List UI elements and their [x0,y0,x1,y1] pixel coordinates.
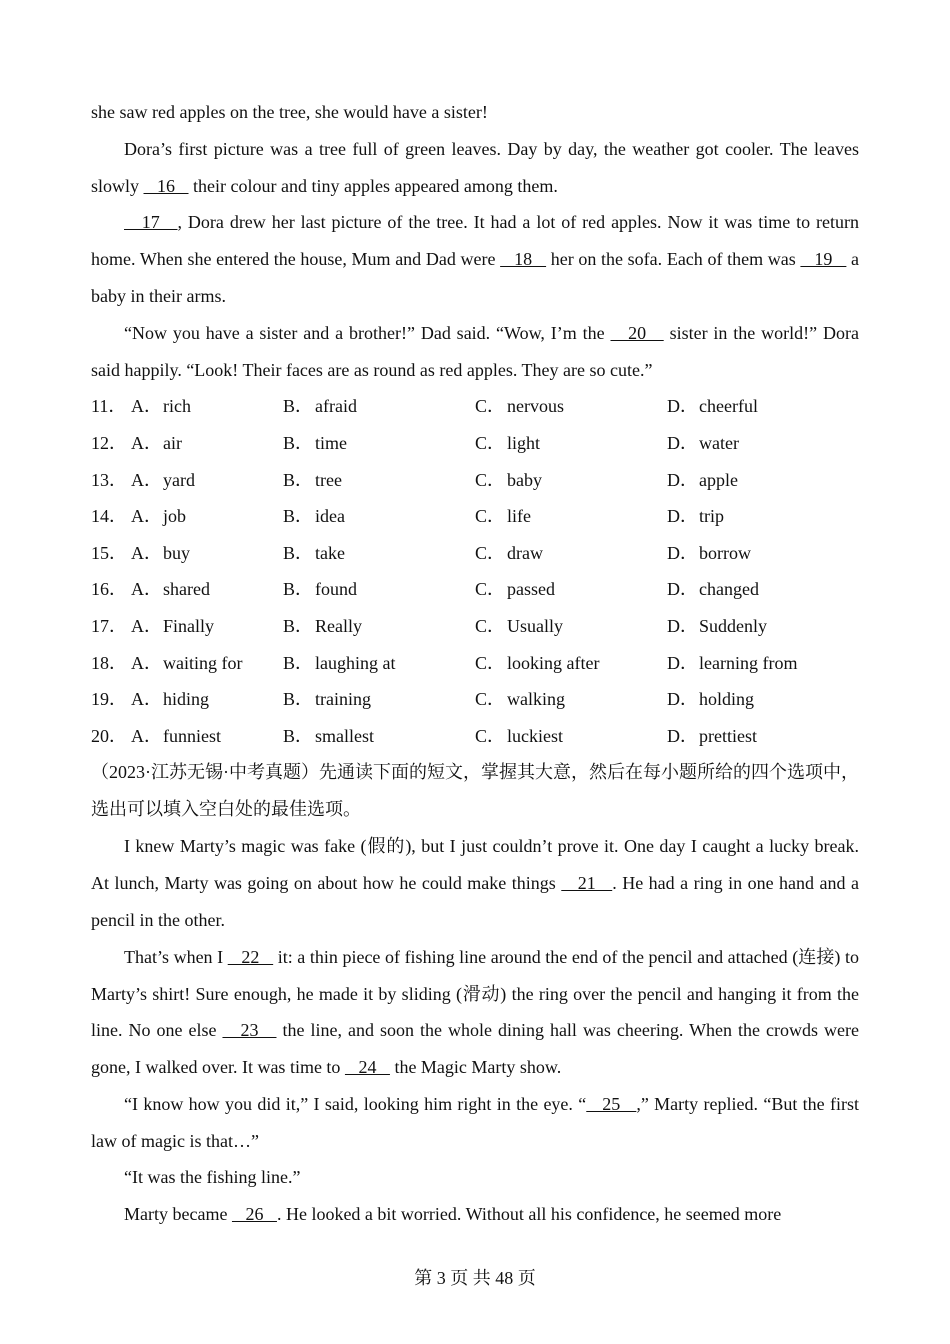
blank-16: 16 [143,175,189,196]
passage2-paragraph-5 [91,1196,859,1233]
option-letter: C． [475,506,506,527]
passage-text: Marty became [124,1204,232,1225]
option-c: light [507,432,541,453]
option-c: looking after [507,652,600,673]
blank-18: 18 [500,249,547,270]
passage-text: . He had a ring in one hand and a pencil in the other. [91,873,860,930]
option-a: funniest [163,725,221,746]
option-b: Really [315,615,362,636]
option-c: baby [507,469,542,490]
option-row-18 [91,645,859,682]
option-letter: A． [131,652,162,673]
option-a: waiting for [163,652,243,673]
question-number: 14． [91,506,127,527]
option-row-15 [91,535,859,572]
blank-22: 22 [227,946,274,967]
option-row-20 [91,718,859,755]
passage-text: a baby in their arms. [91,249,860,306]
option-letter: B． [283,579,314,600]
option-c: Usually [507,615,563,636]
blank-17: 17 [124,212,178,233]
option-b: training [315,689,371,710]
option-letter: A． [131,542,162,563]
option-d: learning from [699,652,798,673]
option-letter: D． [667,652,698,673]
option-letter: A． [131,469,162,490]
option-row-17 [91,608,859,645]
passage2-paragraph-2 [91,939,859,1086]
passage-text: their colour and tiny apples appeared among them. [188,175,558,196]
option-a: buy [163,542,190,563]
passage-text: ,” Marty replied. “But the first law of magic is that…” [91,1093,860,1151]
option-letter: A． [131,689,162,710]
passage1-paragraph-1 [91,131,859,205]
option-a: job [163,506,187,527]
passage1-paragraph-3 [91,315,859,389]
passage-text: , Dora drew her last picture of the tree. It had a lot of red apples. Now it was time to return home. When she entered the house, Mum and Dad were [91,212,860,270]
option-a: air [163,432,182,453]
option-letter: A． [131,725,162,746]
option-c: luckiest [507,725,563,746]
option-b: laughing at [315,652,396,673]
option-letter: C． [475,469,506,490]
option-letter: C． [475,396,506,417]
option-letter: B． [283,542,314,563]
option-b: afraid [315,396,357,417]
passage2-paragraph-1 [91,828,859,938]
options-list [91,388,859,754]
option-b: found [315,579,357,600]
option-letter: B． [283,432,314,453]
option-letter: C． [475,725,506,746]
option-b: smallest [315,725,374,746]
option-letter: B． [283,469,314,490]
option-letter: C． [475,432,506,453]
option-letter: D． [667,615,698,636]
option-d: trip [699,506,724,527]
option-a: yard [163,469,195,490]
option-letter: D． [667,542,698,563]
option-letter: D． [667,725,698,746]
option-letter: A． [131,506,162,527]
page-footer: 第 3 页 共 48 页 [414,1268,536,1288]
passage-text: Dora’s first picture was a tree full of green leaves. Day by day, the weather got cooler. The leaves slowly [91,138,859,196]
option-d: water [699,432,739,453]
option-a: shared [163,579,210,600]
question-number: 15． [91,542,127,563]
option-c: life [507,506,531,527]
option-c: nervous [507,396,564,417]
passage2-paragraph-4: “It was the fishing line.” [124,1167,301,1188]
option-letter: D． [667,396,698,417]
option-c: passed [507,579,555,600]
question-number: 11． [91,396,127,417]
passage1-paragraph-2 [91,204,859,314]
option-d: changed [699,579,759,600]
option-letter: D． [667,579,698,600]
option-c: walking [507,689,565,710]
passage-text: “Now you have a sister and a brother!” Dad said. “Wow, I’m the [124,322,611,343]
question-number: 16． [91,579,127,600]
option-a: Finally [163,615,215,636]
option-letter: B． [283,725,314,746]
blank-23: 23 [222,1020,277,1041]
question-number: 13． [91,469,127,490]
passage-text: “I know how you did it,” I said, looking him right in the eye. “ [124,1093,587,1114]
option-letter: A． [131,579,162,600]
option-letter: C． [475,652,506,673]
option-letter: D． [667,689,698,710]
option-b: take [315,542,345,563]
option-letter: A． [131,615,162,636]
option-row-16 [91,571,859,608]
option-letter: B． [283,615,314,636]
passage-text: the line, and soon the whole dining hall was cheering. When the crowds were gone, I walked over. It was time to [91,1020,860,1078]
option-letter: C． [475,615,506,636]
option-letter: D． [667,432,698,453]
option-letter: C． [475,579,506,600]
option-b: time [315,432,347,453]
option-b: idea [315,506,345,527]
passage-text: the Magic Marty show. [389,1057,562,1078]
page-content [91,94,859,1233]
passage-text: it: a thin piece of fishing line around the end of the pencil and attached (连接) to Marty’s shirt! Sure enough, he made it by sliding (滑动) the ring over the pencil and hanging it from the line. No one else [91,946,859,1041]
option-letter: B． [283,652,314,673]
option-d: holding [699,689,755,710]
section-instruction: （2023·江苏无锡·中考真题）先通读下面的短文，掌握其大意，然后在每小题所给的四个选项中，选出可以填入空白处的最佳选项。 [91,762,859,820]
option-letter: A． [131,396,162,417]
option-letter: C． [475,689,506,710]
option-letter: B． [283,689,314,710]
passage-text: . He looked a bit worried. Without all his confidence, he seemed more [276,1204,782,1225]
option-letter: D． [667,506,698,527]
option-letter: D． [667,469,698,490]
question-number: 19． [91,689,127,710]
option-letter: C． [475,542,506,563]
option-b: tree [315,469,342,490]
option-d: apple [699,469,738,490]
passage1-line0: she saw red apples on the tree, she would have a sister! [91,102,488,122]
option-c: draw [507,542,543,563]
option-row-11 [91,388,859,425]
passage-text: sister in the world!” Dora said happily. “Look! Their faces are as round as red apples. They are so cute.” [91,322,859,380]
option-d: prettiest [699,725,757,746]
option-row-12 [91,425,859,462]
blank-26: 26 [231,1204,277,1225]
option-letter: B． [283,396,314,417]
option-letter: A． [131,432,162,453]
passage2-paragraph-3 [91,1086,859,1160]
option-a: hiding [163,689,210,710]
option-row-13 [91,462,859,499]
question-number: 20． [91,725,127,746]
question-number: 12． [91,432,127,453]
option-letter: B． [283,506,314,527]
option-d: cheerful [699,396,758,417]
question-number: 17． [91,615,127,636]
passage-text: her on the sofa. Each of them was [546,249,801,270]
blank-19: 19 [800,249,847,270]
option-d: borrow [699,542,751,563]
blank-21: 21 [561,873,613,894]
passage-text: I knew Marty’s magic was fake (假的), but I just couldn’t prove it. One day I caught a lucky break. At lunch, Marty was going on about how he could make things [91,836,859,894]
blank-25: 25 [586,1093,637,1114]
option-a: rich [163,396,191,417]
option-row-14 [91,498,859,535]
question-number: 18． [91,652,127,673]
passage-text: That’s when I [124,946,228,967]
blank-20: 20 [610,322,664,343]
option-row-19 [91,681,859,718]
option-d: Suddenly [699,615,768,636]
blank-24: 24 [344,1057,390,1078]
